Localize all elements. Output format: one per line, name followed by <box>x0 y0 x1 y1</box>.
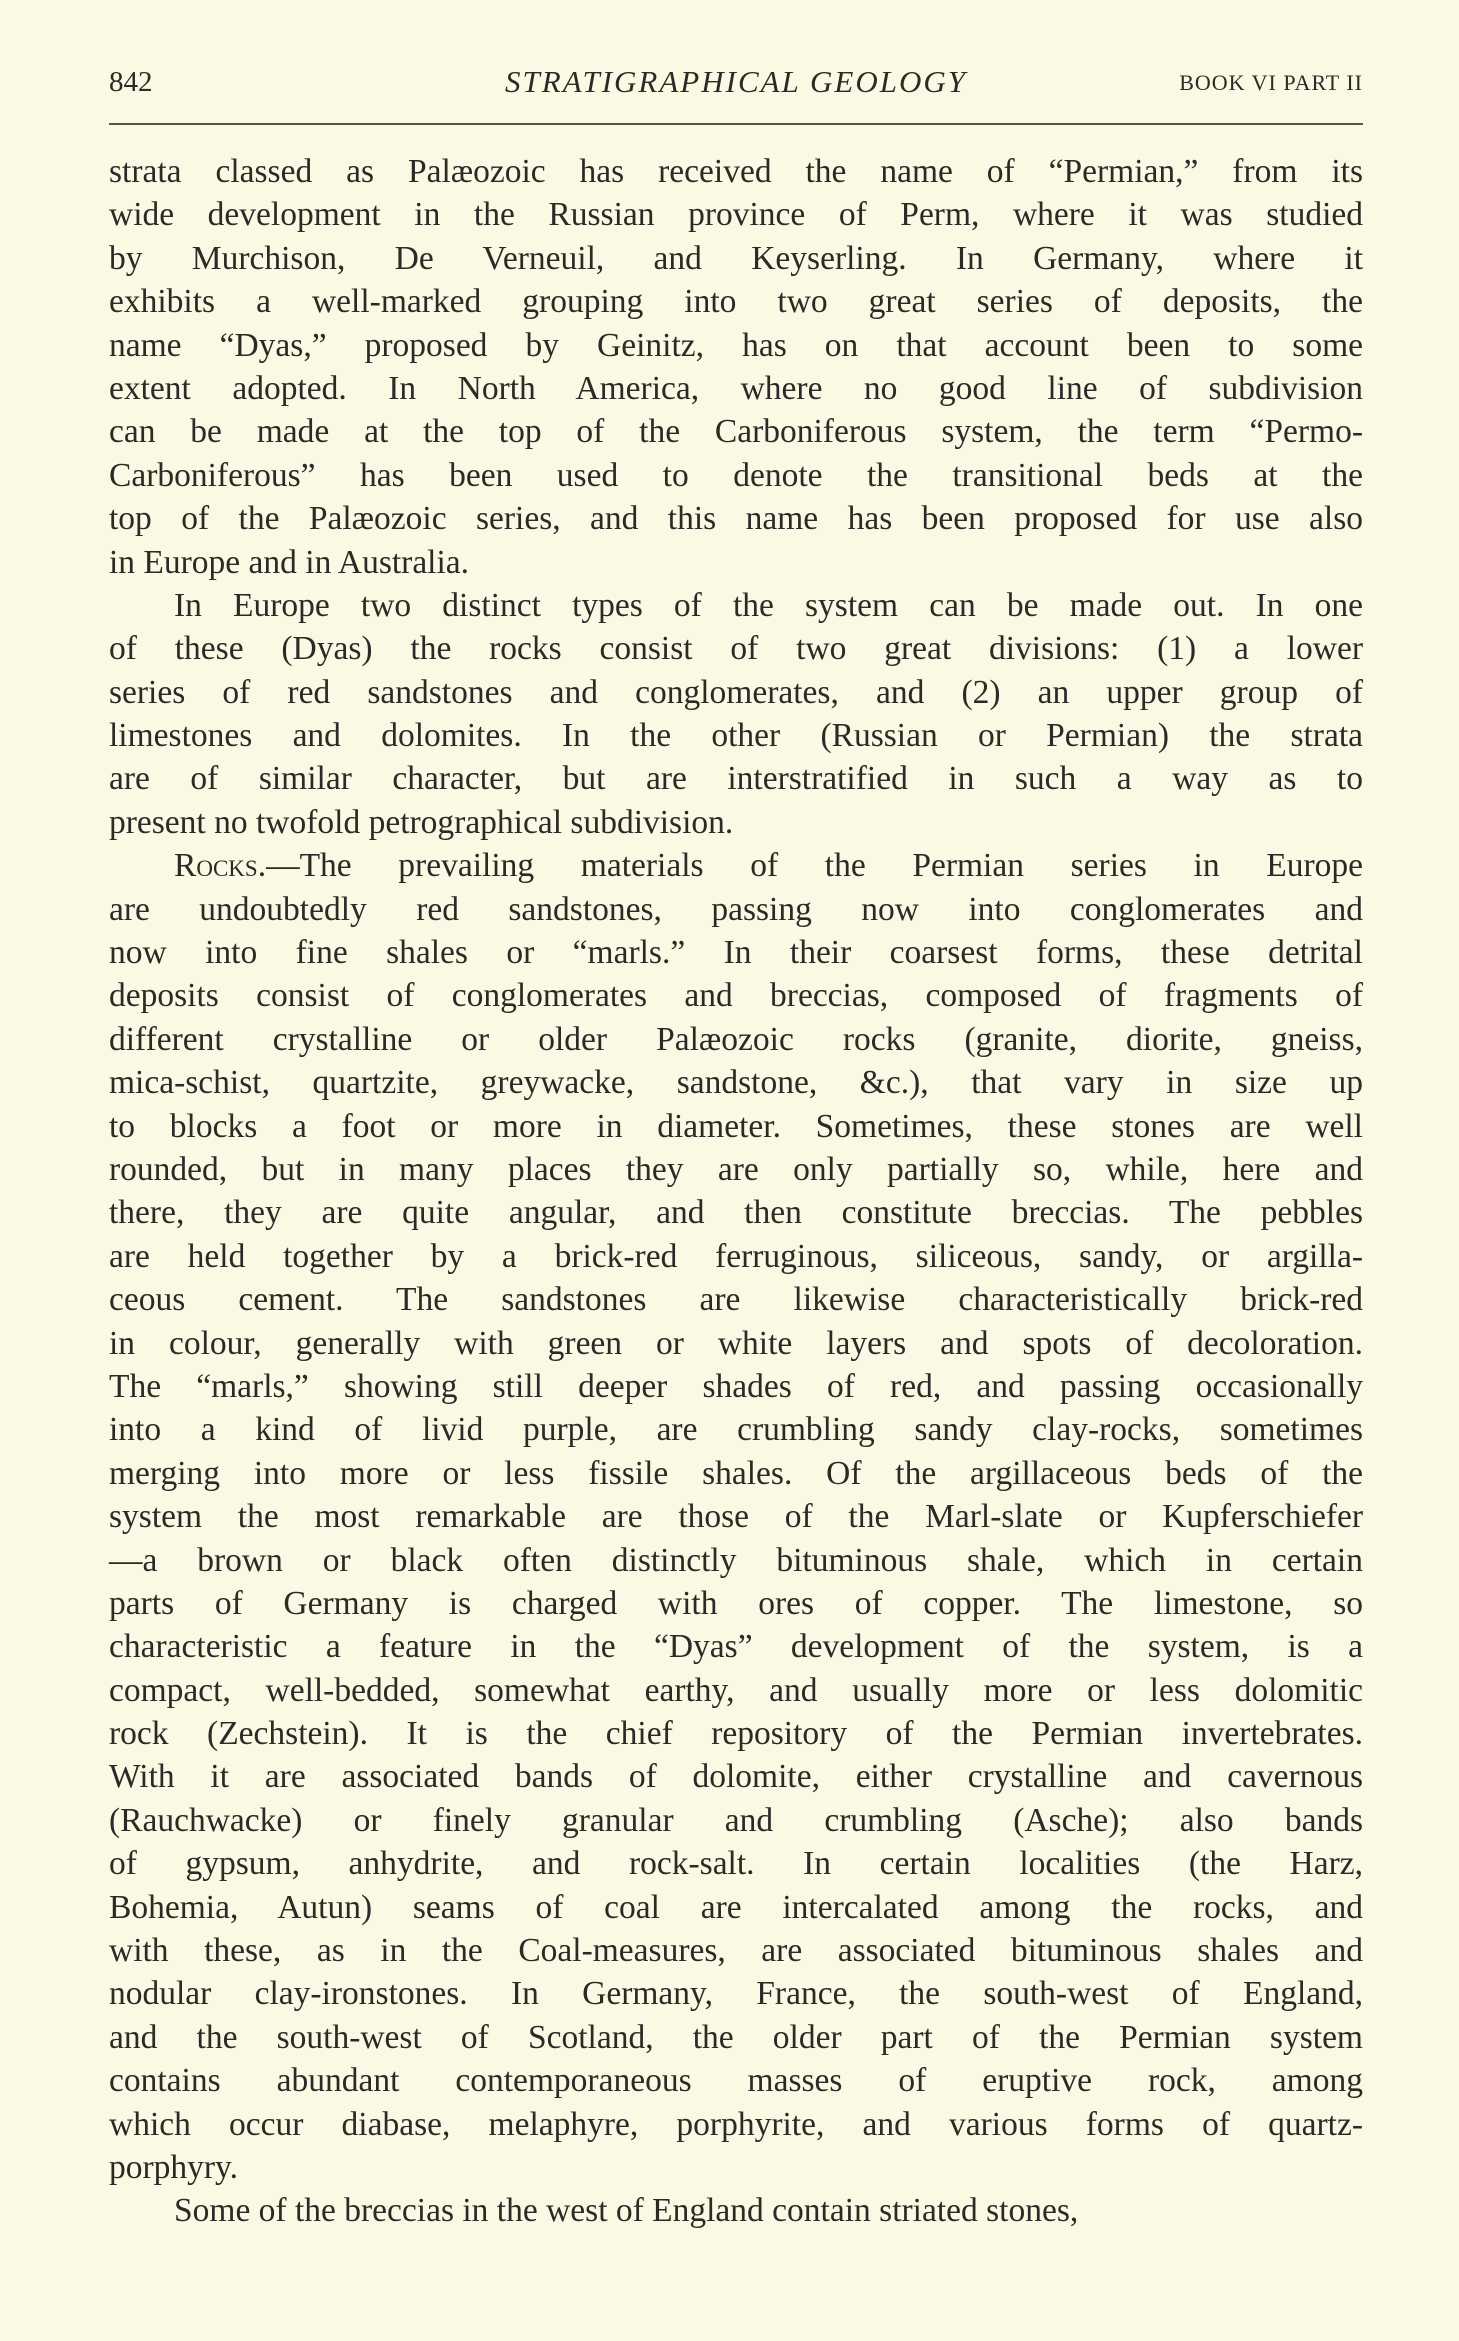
text-line: to blocks a foot or more in diameter. Sometimes, these stones are well <box>109 1107 1363 1145</box>
text-line: With it are associated bands of dolomite, either crystalline and cavernous <box>109 1758 1363 1796</box>
paragraph <box>109 150 1363 584</box>
text-line <box>109 844 1363 887</box>
text-line: —a brown or black often distinctly bituminous shale, which in certain <box>109 1541 1363 1579</box>
text-line: series of red sandstones and conglomerates, and (2) an upper group of <box>109 673 1363 711</box>
text-line: different crystalline or older Palæozoic rocks (granite, diorite, gneiss, <box>109 1020 1363 1058</box>
text-line: which occur diabase, melaphyre, porphyrite, and various forms of quartz- <box>109 2105 1363 2143</box>
running-header <box>109 62 1363 102</box>
text-line: ceous cement. The sandstones are likewise characteristically brick-red <box>109 1281 1363 1319</box>
text-line: merging into more or less fissile shales. Of the argillaceous beds of the <box>109 1454 1363 1492</box>
text-line: system the most remarkable are those of the Marl-slate or Kupferschiefer <box>109 1498 1363 1536</box>
text-line: strata classed as Palæozoic has received the name of “Permian,” from its <box>109 153 1363 190</box>
page-body <box>109 150 1363 2233</box>
paragraph <box>109 584 1363 844</box>
text-line: are held together by a brick-red ferruginous, siliceous, sandy, or argilla- <box>109 1237 1363 1275</box>
text-line: Bohemia, Autun) seams of coal are intercalated among the rocks, and <box>109 1888 1363 1926</box>
section-lead: Rocks. <box>174 847 267 885</box>
text-line: characteristic a feature in the “Dyas” development of the system, is a <box>109 1628 1363 1666</box>
text-line: Carboniferous” has been used to denote the transitional beds at the <box>109 456 1363 494</box>
book-part-label: BOOK VI PART II <box>1179 70 1363 95</box>
text-line: are undoubtedly red sandstones, passing now into conglomerates and <box>109 890 1363 928</box>
text-line: exhibits a well-marked grouping into two great series of deposits, the <box>109 283 1363 321</box>
running-title: STRATIGRAPHICAL GEOLOGY <box>505 64 967 99</box>
text-line: and the south-west of Scotland, the older part of the Permian system <box>109 2018 1363 2056</box>
text-line: into a kind of livid purple, are crumbling sandy clay-rocks, sometimes <box>109 1411 1363 1449</box>
text-line: by Murchison, De Verneuil, and Keyserling. In Germany, where it <box>109 239 1363 277</box>
text-line: are of similar character, but are interstratified in such a way as to <box>109 760 1363 798</box>
text-line: now into fine shales or “marls.” In their coarsest forms, these detrital <box>109 934 1363 972</box>
text-line: nodular clay-ironstones. In Germany, France, the south-west of England, <box>109 1975 1363 2013</box>
text-line: with these, as in the Coal-measures, are associated bituminous shales and <box>109 1932 1363 1970</box>
text-line: In Europe two distinct types of the system can be made out. In one <box>174 586 1363 624</box>
header-rule <box>109 123 1363 125</box>
text-line: name “Dyas,” proposed by Geinitz, has on that account been to some <box>109 326 1363 364</box>
text-line: contains abundant contemporaneous masses of eruptive rock, among <box>109 2062 1363 2100</box>
text-line: there, they are quite angular, and then constitute breccias. The pebbles <box>109 1194 1363 1232</box>
text-line: extent adopted. In North America, where no good line of subdivision <box>109 369 1363 407</box>
text-line: can be made at the top of the Carboniferous system, the term “Permo- <box>109 413 1363 451</box>
text-line: wide development in the Russian province of Perm, where it was studied <box>109 196 1363 234</box>
text-line: porphyry. <box>109 2148 239 2186</box>
text-line: deposits consist of conglomerates and breccias, composed of fragments of <box>109 977 1363 1015</box>
text-line: of gypsum, anhydrite, and rock-salt. In certain localities (the Harz, <box>109 1845 1363 1883</box>
text-line: Some of the breccias in the west of England contain striated stones, <box>174 2192 1079 2230</box>
text-line: rock (Zechstein). It is the chief repository of the Permian invertebrates. <box>109 1715 1363 1753</box>
text-line: compact, well-bedded, somewhat earthy, and usually more or less dolomitic <box>109 1671 1363 1709</box>
text-line: present no twofold petrographical subdivision. <box>109 803 734 841</box>
text-line: parts of Germany is charged with ores of copper. The limestone, so <box>109 1584 1363 1622</box>
text-line-content: —The prevailing materials of the Permian series in Europe <box>266 847 1363 885</box>
text-line: of these (Dyas) the rocks consist of two great divisions: (1) a lower <box>109 630 1363 668</box>
text-line: in Europe and in Australia. <box>109 543 470 581</box>
text-line: rounded, but in many places they are only partially so, while, here and <box>109 1150 1363 1188</box>
text-line: The “marls,” showing still deeper shades of red, and passing occasionally <box>109 1367 1363 1405</box>
text-line: limestones and dolomites. In the other (Russian or Permian) the strata <box>109 717 1363 755</box>
text-line: mica-schist, quartzite, greywacke, sandstone, &c.), that vary in size up <box>109 1064 1363 1102</box>
paragraph <box>109 2189 1363 2232</box>
text-line: top of the Palæozoic series, and this name has been proposed for use also <box>109 500 1363 538</box>
text-line: in colour, generally with green or white layers and spots of decoloration. <box>109 1324 1363 1362</box>
paragraph <box>109 844 1363 2189</box>
text-line: (Rauchwacke) or finely granular and crumbling (Asche); also bands <box>109 1801 1363 1839</box>
page-number: 842 <box>109 66 153 98</box>
